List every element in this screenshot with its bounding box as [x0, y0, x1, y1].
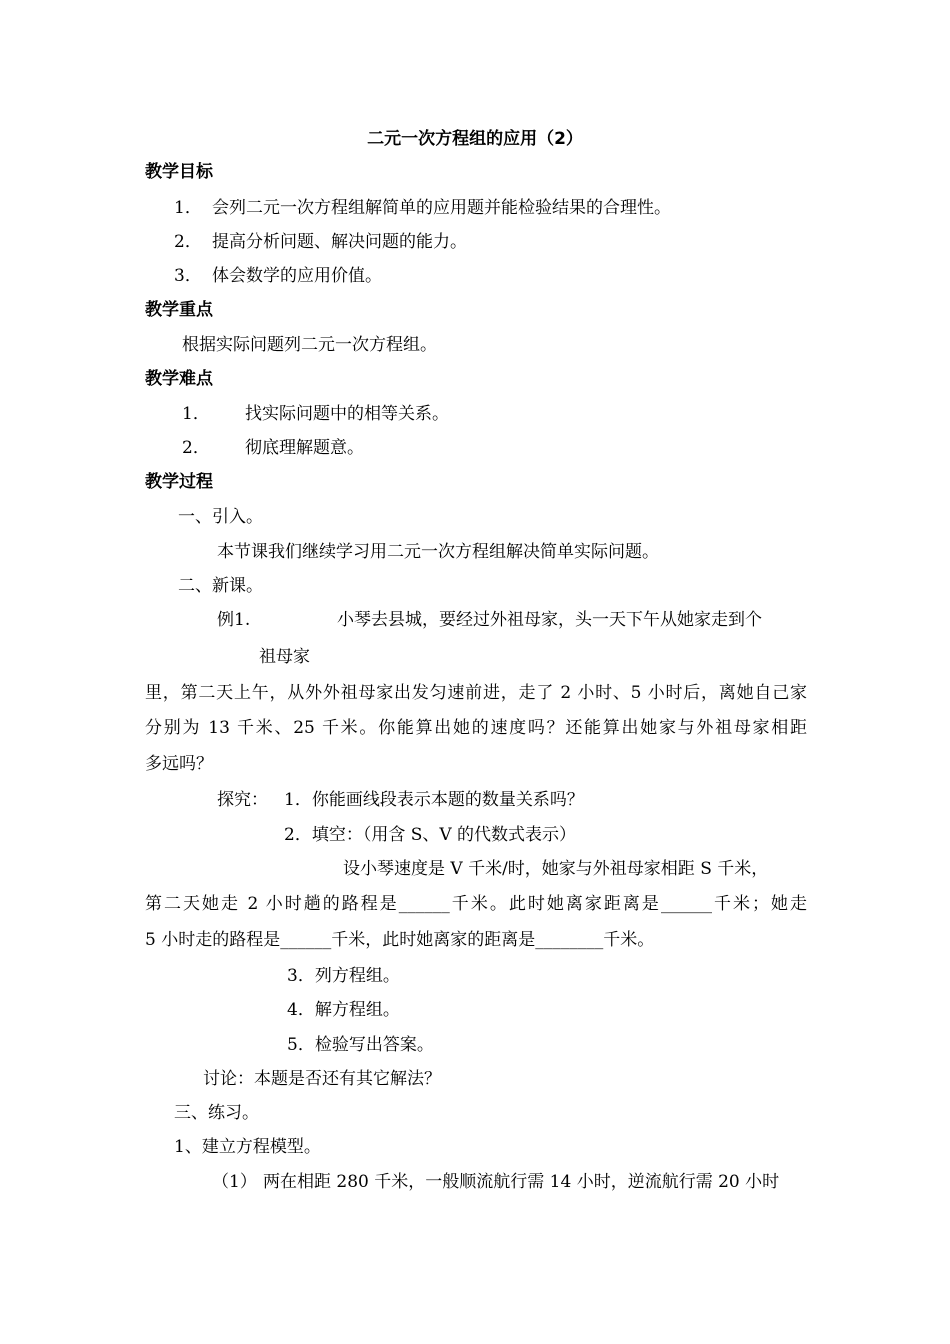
document-title: 二元一次方程组的应用（2）: [367, 129, 583, 149]
difficulty-item-1-num: 1．: [182, 404, 210, 424]
practice-item-1: 1、建立方程模型。: [174, 1137, 321, 1157]
new-lesson-label: 二、新课。: [178, 576, 263, 596]
practice-item-1-1-text: 两在相距 280 千米，一般顺流航行需 14 小时，逆流航行需 20 小时: [263, 1172, 780, 1192]
difficulty-heading: 教学难点: [145, 369, 213, 389]
explore-question-1: 1．你能画线段表示本题的数量关系吗？: [284, 790, 584, 810]
step-5: 5．检验写出答案。: [287, 1035, 434, 1055]
fill-blank-2: ______: [660, 894, 712, 914]
fill-line-2-part-c: 千米；她走: [711, 894, 808, 914]
fill-line-3-part-c: 千米。: [603, 930, 655, 950]
goal-item-2-num: 2．: [174, 232, 202, 252]
difficulty-item-1-text: 找实际问题中的相等关系。: [245, 404, 449, 424]
process-heading: 教学过程: [145, 472, 213, 492]
explore-label: 探究：: [217, 790, 268, 810]
fill-line-2: [145, 893, 807, 915]
goal-item-1-num: 1．: [174, 198, 202, 218]
goal-item-3-text: 体会数学的应用价值。: [212, 266, 382, 286]
fill-line-3-part-a: 5 小时走的路程是: [145, 930, 281, 950]
fill-line-1: 设小琴速度是 V 千米/时，她家与外祖母家相距 S 千米，: [343, 859, 769, 879]
discussion: 讨论：本题是否还有其它解法？: [203, 1069, 441, 1089]
difficulty-item-2-num: 2．: [182, 438, 210, 458]
fill-line-2-part-b: 千米。此时她离家距离是: [449, 894, 661, 914]
example-label: 例1.: [217, 610, 251, 630]
example-line-1: 小琴去县城，要经过外祖母家，头一天下午从她家走到个: [337, 610, 762, 630]
fill-blank-4: ________: [535, 930, 604, 950]
fill-line-3-part-b: 千米，此时她离家的距离是: [331, 930, 536, 950]
difficulty-item-2-text: 彻底理解题意。: [245, 438, 364, 458]
step-4: 4．解方程组。: [287, 1000, 400, 1020]
goal-item-1-text: 会列二元一次方程组解简单的应用题并能检验结果的合理性。: [212, 198, 671, 218]
intro-text: 本节课我们继续学习用二元一次方程组解决简单实际问题。: [217, 542, 659, 562]
intro-label: 一、引入。: [178, 507, 263, 527]
example-line-3: 分别为 13 千米、25 千米。你能算出她的速度吗？还能算出她家与外祖母家相距: [145, 718, 807, 738]
goal-item-2-text: 提高分析问题、解决问题的能力。: [212, 232, 467, 252]
step-3: 3．列方程组。: [287, 966, 400, 986]
practice-item-1-1-num: （1）: [212, 1172, 257, 1192]
practice-label: 三、练习。: [174, 1103, 259, 1123]
fill-line-2-part-a: 第二天她走 2 小时趟的路程是: [145, 894, 399, 914]
key-point-text: 根据实际问题列二元一次方程组。: [182, 335, 437, 355]
example-line-4: 多远吗？: [145, 754, 213, 774]
example-line-2: 里，第二天上午，从外外祖母家出发匀速前进，走了 2 小时、5 小时后，离她自己家: [145, 683, 807, 703]
fill-line-3: [145, 929, 654, 951]
goal-item-3-num: 3．: [174, 266, 202, 286]
fill-blank-1: ______: [398, 894, 450, 914]
example-sub-word: 祖母家: [259, 647, 310, 667]
explore-question-2: 2．填空：（用含 S、V 的代数式表示）: [284, 825, 577, 845]
key-point-heading: 教学重点: [145, 300, 213, 320]
goals-heading: 教学目标: [145, 162, 213, 182]
fill-blank-3: ______: [280, 930, 332, 950]
